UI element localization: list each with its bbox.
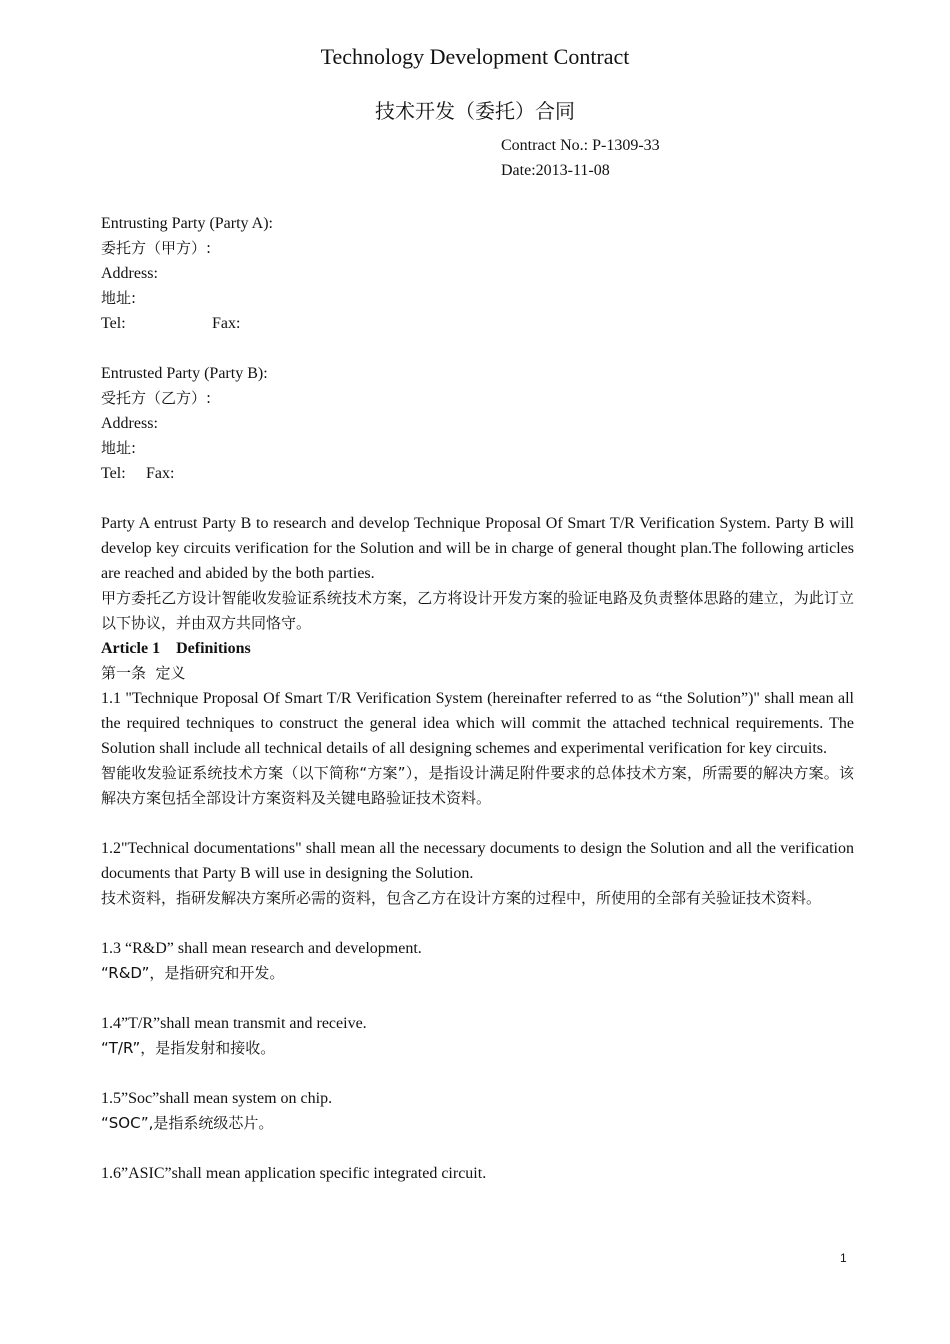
definition-1-5-en: 1.5”Soc”shall mean system on chip. (101, 1090, 333, 1107)
party-b-label-zh: 受托方（乙方）: (101, 389, 212, 407)
definition-1-3-en: 1.3 “R&D” shall mean research and development. (101, 940, 422, 957)
definition-1-1-zh: 智能收发验证系统技术方案（以下简称“方案”），是指设计满足附件要求的总体技术方案，所需要的解决方案。该解决方案包括全部设计方案资料及关键电路验证技术资料。 (101, 764, 854, 807)
contract-number: Contract No.: P-1309-33 (501, 137, 660, 154)
party-b-fax: Fax: (146, 465, 175, 482)
party-a-fax: Fax: (212, 315, 241, 332)
document-title-en: Technology Development Contract (320, 44, 630, 69)
article-1-heading-zh: 第一条 定义 (101, 664, 186, 682)
definition-1-2-en: 1.2"Technical documentations" shall mean all the necessary documents to design the Solution and all the verification documents that Party B will use in designing the Solution. (101, 840, 854, 882)
intro-paragraph-en: Party A entrust Party B to research and develop Technique Proposal Of Smart T/R Verification System. Party B will develop key circuits verification for the Solution and will be in charge of general thought plan.The following articles are reached and abided by the both parties. (101, 515, 854, 582)
party-a-address-zh: 地址: (101, 289, 137, 307)
definition-1-6-en: 1.6”ASIC”shall mean application specific integrated circuit. (101, 1165, 487, 1182)
article-1-heading: Article 1 Definitions (101, 640, 251, 657)
party-b-contact (101, 461, 854, 486)
intro-paragraph-zh: 甲方委托乙方设计智能收发验证系统技术方案，乙方将设计开发方案的验证电路及负责整体思路的建立，为此订立以下协议，并由双方共同恪守。 (101, 589, 854, 632)
party-b-tel: Tel: (101, 465, 126, 482)
party-b-address: Address: (101, 415, 158, 432)
document-title-zh: 技术开发（委托）合同 (375, 99, 575, 123)
definition-1-3-zh: “R&D”，是指研究和开发。 (101, 964, 285, 982)
definition-1-5-zh: “SOC”,是指系统级芯片。 (101, 1114, 274, 1132)
party-a-label-zh: 委托方（甲方）: (101, 239, 212, 257)
party-b-address-zh: 地址: (101, 439, 137, 457)
page-number: 1 (840, 1251, 847, 1265)
definition-1-4-en: 1.4”T/R”shall mean transmit and receive. (101, 1015, 367, 1032)
party-b-label: Entrusted Party (Party B): (101, 365, 268, 382)
party-a-label: Entrusting Party (Party A): (101, 215, 273, 232)
document-body (101, 211, 854, 1186)
party-a-tel: Tel: (101, 315, 126, 332)
party-a-contact (101, 311, 854, 336)
contract-date: Date:2013-11-08 (501, 162, 610, 179)
party-a-address: Address: (101, 265, 158, 282)
definition-1-1-en: 1.1 "Technique Proposal Of Smart T/R Verification System (hereinafter referred to as “the Solution”)" shall mean all the required techniques to construct the general idea which will commit the attached technical requirements. The Solution shall include all technical details of all designing schemes and experimental verification for key circuits. (101, 690, 854, 757)
definition-1-4-zh: “T/R”，是指发射和接收。 (101, 1039, 276, 1057)
definition-1-2-zh: 技术资料，指研发解决方案所必需的资料，包含乙方在设计方案的过程中，所使用的全部有关验证技术资料。 (101, 889, 822, 907)
